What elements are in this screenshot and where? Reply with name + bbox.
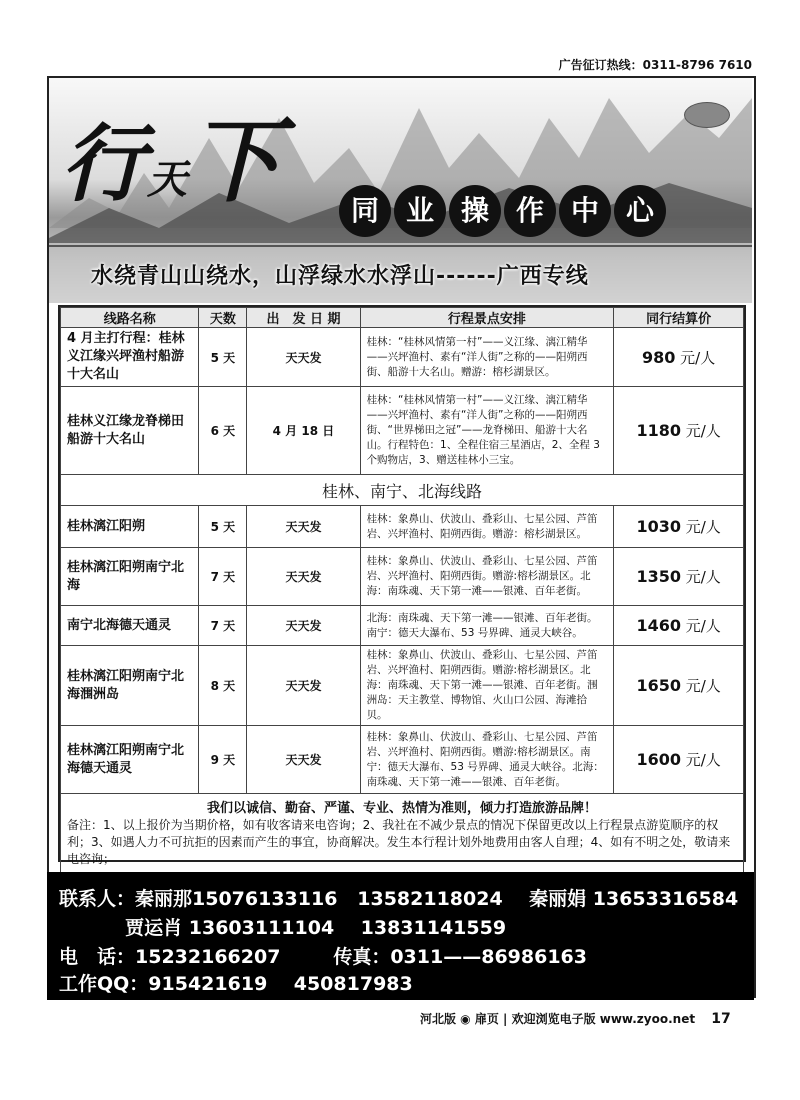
route-price: 1600 元/人 <box>614 726 744 794</box>
route-date: 天天发 <box>247 726 360 794</box>
route-days: 9 天 <box>199 726 247 794</box>
route-days: 5 天 <box>199 506 247 548</box>
table-row <box>61 606 744 646</box>
route-price: 1460 元/人 <box>614 606 744 646</box>
notes-row <box>61 794 744 875</box>
header-itinerary: 行程景点安排 <box>360 308 614 328</box>
contact-panel <box>47 872 754 1000</box>
route-name: 桂林漓江阳朔 <box>61 506 199 548</box>
route-sights: 桂林：“桂林风情第一村”——义江缘、漓江精华——兴坪渔村、素有“洋人街”之称的——阳朔西街、船游十大名山。赠游：榕杉湖景区。 <box>360 328 614 387</box>
remarks: 备注：1、以上报价为当期价格，如有收客请来电咨询；2、我社在不减少景点的情况下保留更改以上行程景点游览顺序的权利；3、如遇人力不可抗拒的因素而产生的事宜，协商解决。发生本行程计划外地费用由客人自理；4、如有不明之处，敬请来电咨询； <box>67 818 731 866</box>
header-route-name: 线路名称 <box>61 308 199 328</box>
banner <box>49 78 752 303</box>
brand-subtitle: 同 业 操 作 中 心 <box>339 185 666 237</box>
route-name: 南宁北海德天通灵 <box>61 606 199 646</box>
table-row <box>61 646 744 726</box>
table-header <box>61 308 744 328</box>
route-date: 天天发 <box>247 646 360 726</box>
footer <box>420 1010 731 1027</box>
route-sights: 北海：南珠魂、天下第一滩——银滩、百年老街。南宁：德天大瀑布、53 号界碑、通灵大峡谷。 <box>360 606 614 646</box>
section-row <box>61 475 744 506</box>
qq-line: 工作QQ：915421619 450817983 <box>59 973 413 995</box>
route-days: 5 天 <box>199 328 247 387</box>
route-date: 天天发 <box>247 606 360 646</box>
route-name: 桂林漓江阳朔南宁北海涠洲岛 <box>61 646 199 726</box>
route-sights: 桂林：象鼻山、伏波山、叠彩山、七星公园、芦笛岩、兴坪渔村、阳朔西街。赠游:榕杉湖景区。北海：南珠魂、天下第一滩——银滩、百年老街。 <box>360 548 614 606</box>
route-price: 1350 元/人 <box>614 548 744 606</box>
ad-hotline: 广告征订热线：0311-8796 7610 <box>558 58 752 72</box>
section-title: 桂林、南宁、北海线路 <box>61 475 744 506</box>
footer-text: 河北版 ◉ 扉页 | 欢迎浏览电子版 www.zyoo.net <box>420 1012 696 1026</box>
route-sights: 桂林：象鼻山、伏波山、叠彩山、七星公园、芦笛岩、兴坪渔村、阳朔西街。赠游:榕杉湖景区。北海：南珠魂、天下第一滩——银滩、百年老街。涠洲岛：天主教堂、博物馆、火山口公园、海滩拾贝。 <box>360 646 614 726</box>
route-days: 7 天 <box>199 548 247 606</box>
route-name: 4 月主打行程：桂林义江缘兴坪渔村船游十大名山 <box>61 328 199 387</box>
table-row <box>61 506 744 548</box>
route-date: 天天发 <box>247 328 360 387</box>
route-price: 1650 元/人 <box>614 646 744 726</box>
route-name: 桂林义江缘龙脊梯田船游十大名山 <box>61 387 199 475</box>
route-sights: 桂林：象鼻山、伏波山、叠彩山、七星公园、芦笛岩、兴坪渔村、阳朔西街。赠游:榕杉湖景区。南宁：德天大瀑布、53 号界碑、通灵大峡谷。北海：南珠魂、天下第一滩——银滩、百年老街。 <box>360 726 614 794</box>
header-days: 天数 <box>199 308 247 328</box>
header-departure: 出 发 日 期 <box>247 308 360 328</box>
route-days: 6 天 <box>199 387 247 475</box>
route-sights: 桂林：“桂林风情第一村”——义江缘、漓江精华——兴坪渔村、素有“洋人街”之称的——阳朔西街、“世界梯田之冠”——龙脊梯田、船游十大名山。行程特色：1、全程住宿三星酒店，2、全程 3 个购物店，3、赠送桂林小三宝。 <box>360 387 614 475</box>
route-price: 1180 元/人 <box>614 387 744 475</box>
route-days: 7 天 <box>199 606 247 646</box>
table-row <box>61 726 744 794</box>
route-price: 980 元/人 <box>614 328 744 387</box>
route-name: 桂林漓江阳朔南宁北海德天通灵 <box>61 726 199 794</box>
route-name: 桂林漓江阳朔南宁北海 <box>61 548 199 606</box>
slogan: 水绕青山山绕水，山浮绿水水浮山------广西专线 <box>91 264 589 289</box>
route-table <box>58 305 746 866</box>
route-date: 天天发 <box>247 506 360 548</box>
notes <box>61 794 744 875</box>
phone-fax-line: 电 话：15232166207 传真：0311——86986163 <box>59 946 587 968</box>
brand-logo: 行天下 <box>61 107 284 215</box>
route-sights: 桂林：象鼻山、伏波山、叠彩山、七星公园、芦笛岩、兴坪渔村、阳朔西街。赠游：榕杉湖景区。 <box>360 506 614 548</box>
route-date: 4 月 18 日 <box>247 387 360 475</box>
table-row <box>61 328 744 387</box>
contact-line: 贾运肖 13603111104 13831141559 <box>59 917 507 939</box>
page-number: 17 <box>711 1011 731 1027</box>
route-days: 8 天 <box>199 646 247 726</box>
route-date: 天天发 <box>247 548 360 606</box>
table-row <box>61 387 744 475</box>
logo-emblem-icon <box>684 102 730 128</box>
header-price: 同行结算价 <box>614 308 744 328</box>
table-row <box>61 548 744 606</box>
motto: 我们以诚信、勤奋、严谨、专业、热情为准则，倾力打造旅游品牌！ <box>206 801 597 816</box>
contact-line: 联系人：秦丽那15076133116 13582118024 秦丽娟 13653316584 <box>59 888 739 910</box>
route-price: 1030 元/人 <box>614 506 744 548</box>
